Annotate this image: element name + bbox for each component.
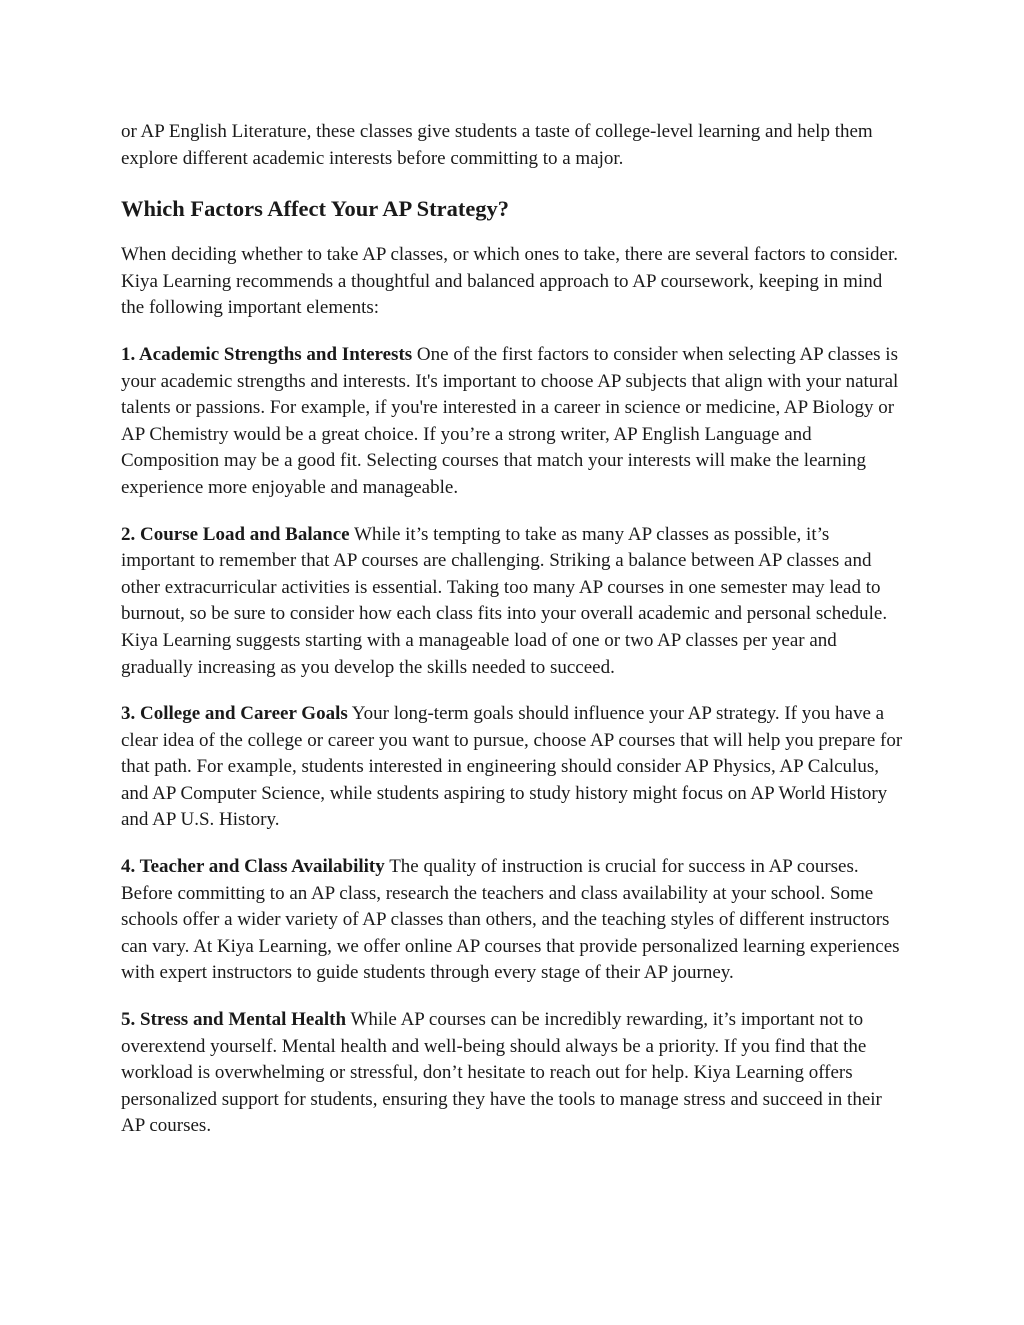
lead-paragraph: When deciding whether to take AP classes, or which ones to take, there are several factors to consider. Kiya Learning recommends a thoughtful and balanced approach to AP coursework, keeping in mind the following important elements: xyxy=(121,244,898,319)
factor-text: One of the first factors to consider when selecting AP classes is your academic strengths and interests. It's important to choose AP subjects that align with your natural talents or passions. For example, if you're interested in a career in science or medicine, AP Biology or AP Chemistry would be a great choice. If you’re a strong writer, AP English Language and Composition may be a good fit. Selecting courses that match your interests will make the learning experience more enjoyable and manageable. xyxy=(121,343,899,498)
section-heading: Which Factors Affect Your AP Strategy? xyxy=(121,196,510,222)
factor-paragraph-stress-health xyxy=(121,1007,906,1140)
factor-text: Your long-term goals should influence your AP strategy. If you have a clear idea of the college or career you want to pursue, choose AP courses that will help you prepare for that path. For example, students interested in engineering should consider AP Physics, AP Calculus, and AP Computer Science, while students aspiring to study history might focus on AP World History and AP U.S. History. xyxy=(121,703,903,831)
factor-text: While it’s tempting to take as many AP classes as possible, it’s important to remember that AP courses are challenging. Striking a balance between AP classes and other extracurricular activities is essential. Taking too many AP courses in one semester may lead to burnout, so be sure to consider how each class fits into your overall academic and personal schedule. Kiya Learning suggests starting with a manageable load of one or two AP classes per year and gradually increasing as you develop the skills needed to succeed. xyxy=(121,523,888,678)
factor-title: 1. Academic Strengths and Interests xyxy=(121,343,413,365)
factor-paragraph-course-load xyxy=(121,522,906,682)
factor-paragraph-career-goals xyxy=(121,701,906,834)
factor-title: 3. College and Career Goals xyxy=(121,703,348,725)
factor-title: 4. Teacher and Class Availability xyxy=(121,856,385,878)
factor-paragraph-teacher-availability xyxy=(121,854,906,987)
factor-text: The quality of instruction is crucial for success in AP courses. Before committing to an AP class, research the teachers and class availability at your school. Some schools offer a wider variety of AP classes than others, and the teaching styles of different instructors can vary. At Kiya Learning, we offer online AP courses that provide personalized learning experiences with expert instructors to guide students through every stage of their AP journey. xyxy=(121,856,900,984)
factor-text: While AP courses can be incredibly rewarding, it’s important not to overextend yourself. Mental health and well-being should always be a priority. If you find that the workload is overwhelming or stressful, don’t hesitate to reach out for help. Kiya Learning offers personalized support for students, ensuring they have the tools to manage stress and succeed in their AP courses. xyxy=(121,1009,882,1137)
intro-paragraph: or AP English Literature, these classes give students a taste of college-level learning and help them explore different academic interests before committing to a major. xyxy=(121,121,873,169)
document-page xyxy=(121,119,906,1160)
factor-title: 5. Stress and Mental Health xyxy=(121,1009,347,1031)
factor-paragraph-academic-strengths xyxy=(121,342,906,502)
factor-title: 2. Course Load and Balance xyxy=(121,523,350,545)
